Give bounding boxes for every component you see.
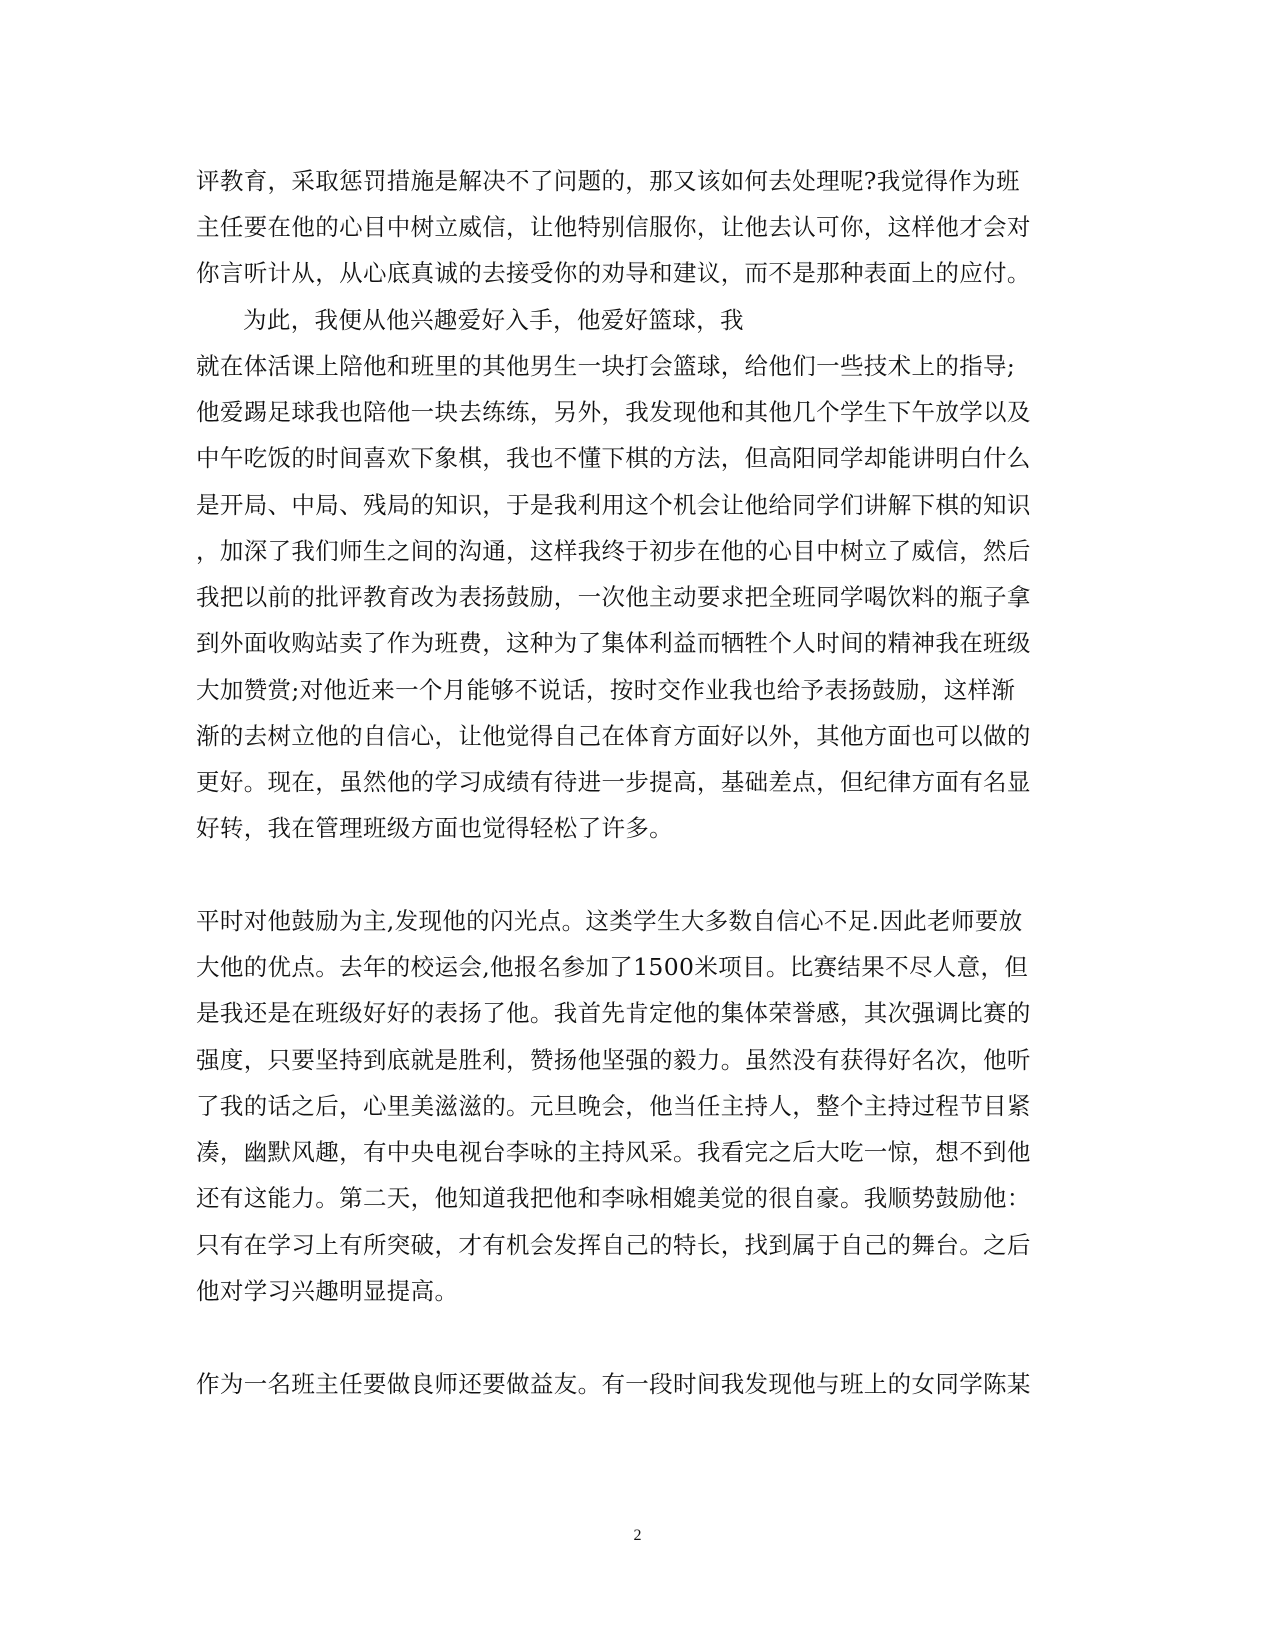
paragraph-1-line: 你言听计从，从心底真诚的去接受你的劝导和建议，而不是那种表面上的应付。 xyxy=(196,259,1031,287)
paragraph-1-line: 主任要在他的心目中树立威信，让他特别信服你，让他去认可你，这样他才会对 xyxy=(196,213,1031,241)
paragraph-2-line: 我把以前的批评教育改为表扬鼓励，一次他主动要求把全班同学喝饮料的瓶子拿 xyxy=(196,583,1031,611)
paragraph-2-line: 他爱踢足球我也陪他一块去练练，另外，我发现他和其他几个学生下午放学以及 xyxy=(196,398,1031,426)
paragraph-2-line: 中午吃饭的时间喜欢下象棋，我也不懂下棋的方法，但高阳同学却能讲明白什么 xyxy=(196,444,1031,472)
paragraph-2-line: 是开局、中局、残局的知识，于是我利用这个机会让他给同学们讲解下棋的知识 xyxy=(196,491,1031,519)
paragraph-3-line: 大他的优点。去年的校运会,他报名参加了1500米项目。比赛结果不尽人意，但 xyxy=(196,953,1029,981)
paragraph-2-line: 到外面收购站卖了作为班费，这种为了集体利益而牺牲个人时间的精神我在班级 xyxy=(196,629,1031,657)
paragraph-2-line: ，加深了我们师生之间的沟通，这样我终于初步在他的心目中树立了威信，然后 xyxy=(196,537,1031,565)
paragraph-2-line: 好转，我在管理班级方面也觉得轻松了许多。 xyxy=(196,814,673,842)
paragraph-3-line: 平时对他鼓励为主,发现他的闪光点。这类学生大多数自信心不足.因此老师要放 xyxy=(196,907,1023,935)
paragraph-4-line: 作为一名班主任要做良师还要做益友。有一段时间我发现他与班上的女同学陈某 xyxy=(196,1370,1031,1398)
paragraph-2-line: 更好。现在，虽然他的学习成绩有待进一步提高，基础差点，但纪律方面有名显 xyxy=(196,768,1031,796)
paragraph-2-line: 大加赞赏;对他近来一个月能够不说话，按时交作业我也给予表扬鼓励，这样渐 xyxy=(196,676,1016,704)
paragraph-3-line: 只有在学习上有所突破，才有机会发挥自己的特长，找到属于自己的舞台。之后 xyxy=(196,1231,1031,1259)
paragraph-3-line: 凑，幽默风趣，有中央电视台李咏的主持风采。我看完之后大吃一惊，想不到他 xyxy=(196,1138,1031,1166)
paragraph-1-line: 评教育，采取惩罚措施是解决不了问题的，那又该如何去处理呢?我觉得作为班 xyxy=(196,167,1020,195)
paragraph-3-line: 他对学习兴趣明显提高。 xyxy=(196,1277,459,1305)
paragraph-3-line: 是我还是在班级好好的表扬了他。我首先肯定他的集体荣誉感，其次强调比赛的 xyxy=(196,999,1031,1027)
page-number: 2 xyxy=(633,1527,642,1544)
paragraph-3-line: 还有这能力。第二天，他知道我把他和李咏相媲美觉的很自豪。我顺势鼓励他： xyxy=(196,1184,1031,1212)
paragraph-2-line: 为此，我便从他兴趣爱好入手，他爱好篮球，我 xyxy=(243,306,744,334)
paragraph-2-line: 渐的去树立他的自信心，让他觉得自己在体育方面好以外，其他方面也可以做的 xyxy=(196,722,1031,750)
paragraph-2-line: 就在体活课上陪他和班里的其他男生一块打会篮球，给他们一些技术上的指导; xyxy=(196,352,1016,380)
paragraph-3-line: 强度，只要坚持到底就是胜利，赞扬他坚强的毅力。虽然没有获得好名次，他听 xyxy=(196,1046,1031,1074)
paragraph-3-line: 了我的话之后，心里美滋滋的。元旦晚会，他当任主持人，整个主持过程节目紧 xyxy=(196,1092,1031,1120)
